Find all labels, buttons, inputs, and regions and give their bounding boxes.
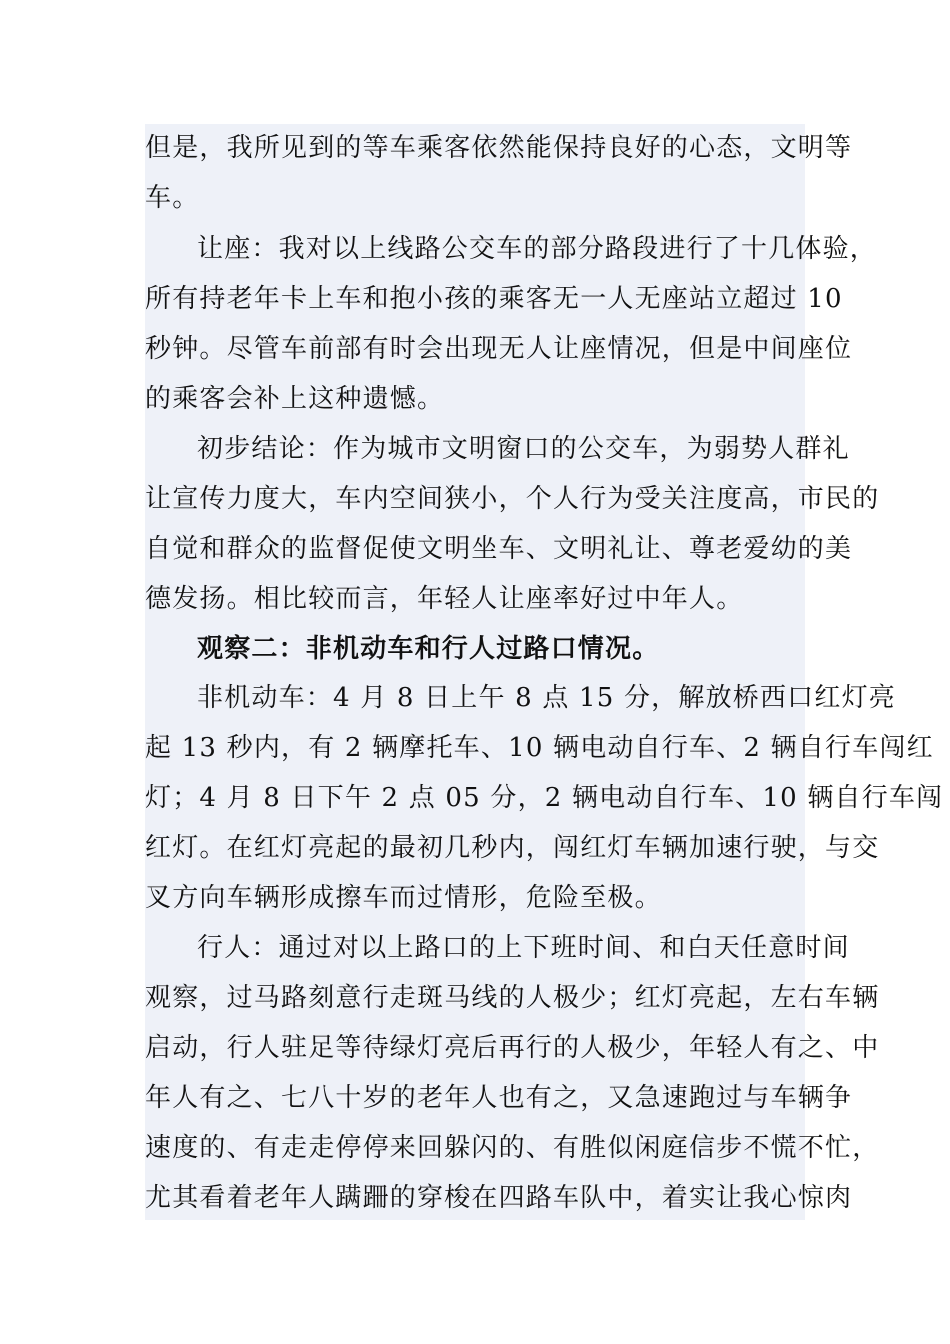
- text-line: 非机动车：4 月 8 日上午 8 点 15 分，解放桥西口红灯亮: [197, 683, 896, 713]
- text-line: 秒钟。尽管车前部有时会出现无人让座情况，但是中间座位: [145, 334, 853, 364]
- text-line: 所有持老年卡上车和抱小孩的乘客无一人无座站立超过 10: [145, 284, 843, 314]
- text-line: 起 13 秒内，有 2 辆摩托车、10 辆电动自行车、2 辆自行车闯红: [145, 733, 934, 763]
- text-line: 车。: [145, 183, 200, 213]
- text-line: 行人：通过对以上路口的上下班时间、和白天任意时间: [197, 933, 850, 963]
- text-line: 德发扬。相比较而言，年轻人让座率好过中年人。: [145, 584, 744, 614]
- text-line: 观察，过马路刻意行走斑马线的人极少；红灯亮起，左右车辆: [145, 983, 880, 1013]
- text-line: 让宣传力度大，车内空间狭小，个人行为受关注度高，市民的: [145, 484, 880, 514]
- text-line: 的乘客会补上这种遗憾。: [145, 384, 445, 414]
- section-heading: 观察二：非机动车和行人过路口情况。: [197, 634, 660, 664]
- text-line: 年人有之、七八十岁的老年人也有之，又急速跑过与车辆争: [145, 1083, 853, 1113]
- text-line: 叉方向车辆形成擦车而过情形，危险至极。: [145, 883, 662, 913]
- text-line: 初步结论：作为城市文明窗口的公交车，为弱势人群礼: [197, 434, 850, 464]
- text-line: 速度的、有走走停停来回躲闪的、有胜似闲庭信步不慌不忙，: [145, 1133, 880, 1163]
- text-line: 启动，行人驻足等待绿灯亮后再行的人极少，年轻人有之、中: [145, 1033, 880, 1063]
- text-line: 灯；4 月 8 日下午 2 点 05 分，2 辆电动自行车、10 辆自行车闯: [145, 783, 944, 813]
- text-line: 自觉和群众的监督促使文明坐车、文明礼让、尊老爱幼的美: [145, 534, 853, 564]
- text-line: 尤其看着老年人蹒跚的穿梭在四路车队中，着实让我心惊肉: [145, 1183, 853, 1213]
- text-line: 但是，我所见到的等车乘客依然能保持良好的心态，文明等: [145, 133, 853, 163]
- text-line: 红灯。在红灯亮起的最初几秒内，闯红灯车辆加速行驶，与交: [145, 833, 880, 863]
- text-line: 让座：我对以上线路公交车的部分路段进行了十几体验，: [197, 234, 878, 264]
